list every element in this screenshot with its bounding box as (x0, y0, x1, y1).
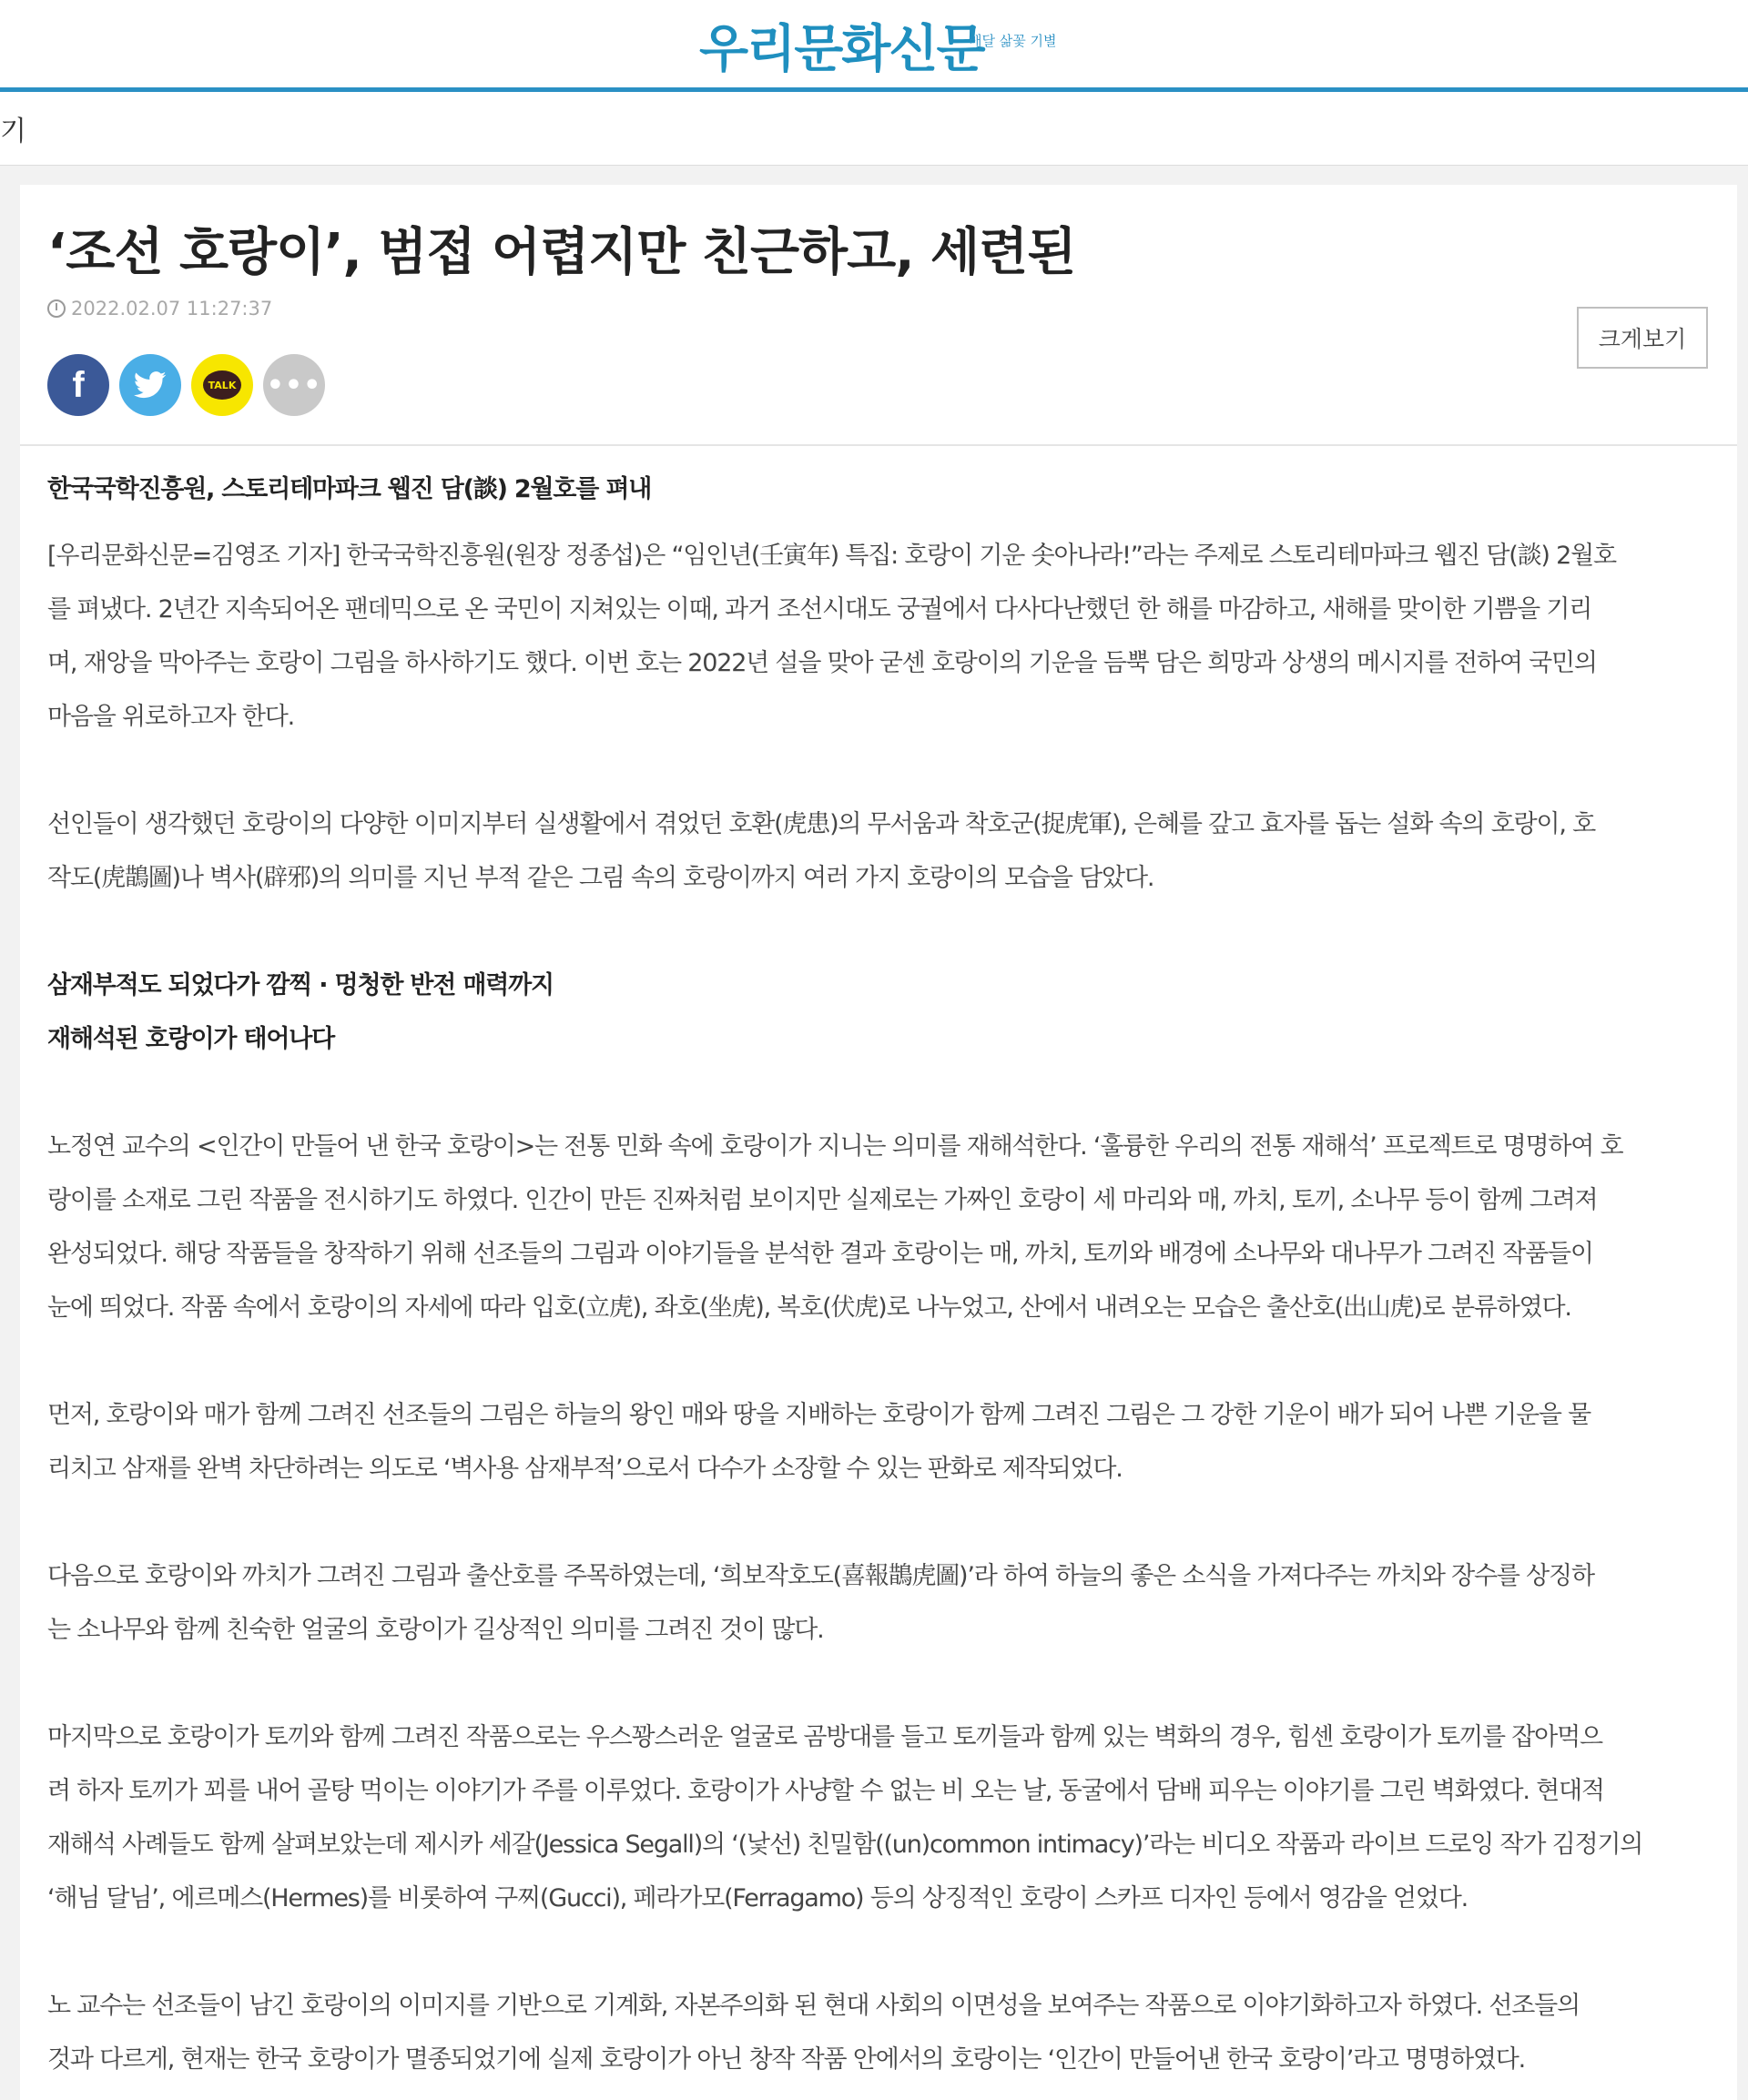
article-subheading: 삼재부적도 되었다가 깜찍 · 멍청한 반전 매력까지 (47, 971, 554, 999)
clock-icon (47, 299, 66, 318)
article-date-row (47, 298, 272, 320)
header-divider (20, 444, 1737, 446)
paragraph-line: 것과 다르게, 현재는 한국 호랑이가 멸종되었기에 실제 호랑이가 아닌 창작 작품 안에서의 호랑이는 ‘인간이 만들어낸 한국 호랑이’라고 명명하였다. (47, 2045, 1526, 2074)
paragraph-line: 눈에 띄었다. 작품 속에서 호랑이의 자세에 따라 입호(立虎), 좌호(坐虎), 복호(伏虎)로 나누었고, 산에서 내려오는 모습은 출산호(出山虎)로 분류하였다. (47, 1293, 1571, 1322)
kakaotalk-share-button[interactable] (191, 354, 253, 416)
paragraph-line: [우리문화신문=김영조 기자] 한국국학진흥원(원장 정종섭)은 “임인년(壬寅年) 특집: 호랑이 기운 솟아나라!”라는 주제로 스토리테마파크 웹진 담(談) 2월호 (47, 542, 1616, 570)
spacer (47, 516, 1727, 529)
article-subheading: 재해석된 호랑이가 태어나다 (47, 1025, 334, 1053)
article-body (47, 462, 1727, 2086)
paragraph-line: ‘해님 달님’, 에르메스(Hermes)를 비롯하여 구찌(Gucci), 페라가모(Ferragamo) 등의 상징적인 호랑이 스카프 디자인 등에서 영감을 얻었다. (47, 1884, 1468, 1912)
paragraph-line: 선인들이 생각했던 호랑이의 다양한 이미지부터 실생활에서 겪었던 호환(虎患)의 무서움과 착호군(捉虎軍), 은혜를 갚고 효자를 돕는 설화 속의 호랑이, 호 (47, 810, 1595, 838)
site-logo[interactable]: 우리문화신문 (699, 20, 984, 79)
site-header (0, 0, 1748, 92)
more-icon: ••• (266, 369, 322, 401)
twitter-icon (134, 371, 167, 399)
paragraph-line: 랑이를 소재로 그린 작품을 전시하기도 하였다. 인간이 만든 진짜처럼 보이지만 실제로는 가짜인 호랑이 세 마리와 매, 까치, 토끼, 소나무 등이 함께 그려져 (47, 1186, 1598, 1214)
paragraph-line: 먼저, 호랑이와 매가 함께 그려진 선조들의 그림은 하늘의 왕인 매와 땅을 지배하는 호랑이가 함께 그려진 그림은 그 강한 기운이 배가 되어 나쁜 기운을 물 (47, 1401, 1590, 1429)
article-date: 2022.02.07 11:27:37 (71, 298, 273, 320)
article-title: ‘조선 호랑이’, 범접 어렵지만 친근하고, 세련된 (47, 223, 1076, 282)
spacer (47, 1066, 1727, 1120)
spacer (47, 744, 1727, 797)
spacer (47, 1925, 1727, 1979)
paragraph-line: 는 소나무와 함께 친숙한 얼굴의 호랑이가 길상적인 의미를 그려진 것이 많다. (47, 1616, 824, 1644)
subnav-label[interactable]: 기 (0, 116, 26, 147)
twitter-share-button[interactable] (119, 354, 181, 416)
paragraph-line: 재해석 사례들도 함께 살펴보았는데 제시카 세갈(Jessica Segall)의 ‘(낯선) 친밀함((un)common intimacy)’라는 비디오 작품과 라이브 드로잉 작가 김정기의 (47, 1831, 1643, 1859)
paragraph-line: 리치고 삼재를 완벽 차단하려는 의도로 ‘벽사용 삼재부적’으로서 다수가 소장할 수 있는 판화로 제작되었다. (47, 1455, 1123, 1483)
more-share-button[interactable] (263, 354, 325, 416)
spacer (47, 1496, 1727, 1549)
paragraph-line: 마음을 위로하고자 한다. (47, 703, 294, 731)
spacer (47, 905, 1727, 959)
facebook-icon: f (72, 364, 85, 405)
kakaotalk-icon: TALK (203, 370, 241, 400)
paragraph-line: 며, 재앙을 막아주는 호랑이 그림을 하사하기도 했다. 이번 호는 2022년 설을 맞아 굳센 호랑이의 기운을 듬뿍 담은 희망과 상생의 메시지를 전하여 국민의 (47, 649, 1597, 677)
paragraph-line: 작도(虎鵲圖)나 벽사(辟邪)의 의미를 지닌 부적 같은 그림 속의 호랑이까지 여러 가지 호랑이의 모습을 담았다. (47, 864, 1154, 892)
spacer (47, 1334, 1727, 1388)
paragraph-line: 노정연 교수의 <인간이 만들어 낸 한국 호랑이>는 전통 민화 속에 호랑이가 지니는 의미를 재해석한다. ‘훌륭한 우리의 전통 재해석’ 프로젝트로 명명하여 호 (47, 1132, 1623, 1161)
paragraph-line: 를 펴냈다. 2년간 지속되어온 팬데믹으로 온 국민이 지쳐있는 이때, 과거 조선시대도 궁궐에서 다사다난했던 한 해를 마감하고, 새해를 맞이한 기쁨을 기리 (47, 595, 1592, 624)
paragraph-line: 려 하자 토끼가 꾀를 내어 골탕 먹이는 이야기가 주를 이루었다. 호랑이가 사냥할 수 없는 비 오는 날, 동굴에서 담배 피우는 이야기를 그린 벽화였다. 현대적 (47, 1777, 1604, 1805)
paragraph-line: 마지막으로 호랑이가 토끼와 함께 그려진 작품으로는 우스꽝스러운 얼굴로 곰방대를 들고 토끼들과 함께 있는 벽화의 경우, 힘센 호랑이가 토끼를 잡아먹으 (47, 1723, 1602, 1751)
paragraph-line: 노 교수는 선조들이 남긴 호랑이의 이미지를 기반으로 기계화, 자본주의화 된 현대 사회의 이면성을 보여주는 작품으로 이야기화하고자 하였다. 선조들의 (47, 1992, 1580, 2020)
enlarge-view-button[interactable]: 크게보기 (1577, 307, 1708, 369)
paragraph-line: 다음으로 호랑이와 까치가 그려진 그림과 출산호를 주목하였는데, ‘희보작호도(喜報鵲虎圖)’라 하여 하늘의 좋은 소식을 가져다주는 까치와 장수를 상징하 (47, 1562, 1594, 1590)
facebook-share-button[interactable] (47, 354, 109, 416)
article-lead: 한국국학진흥원, 스토리테마파크 웹진 담(談) 2월호를 펴내 (47, 475, 652, 503)
spacer (47, 1657, 1727, 1710)
share-buttons (47, 354, 325, 416)
site-slogan: 배달 삶꽃 기별 (969, 33, 1057, 49)
paragraph-line: 완성되었다. 해당 작품들을 창작하기 위해 선조들의 그림과 이야기들을 분석한 결과 호랑이는 매, 까치, 토끼와 배경에 소나무와 대나무가 그려진 작품들이 (47, 1240, 1593, 1268)
article-card (20, 185, 1737, 2100)
sub-navigation-bar (0, 92, 1748, 166)
